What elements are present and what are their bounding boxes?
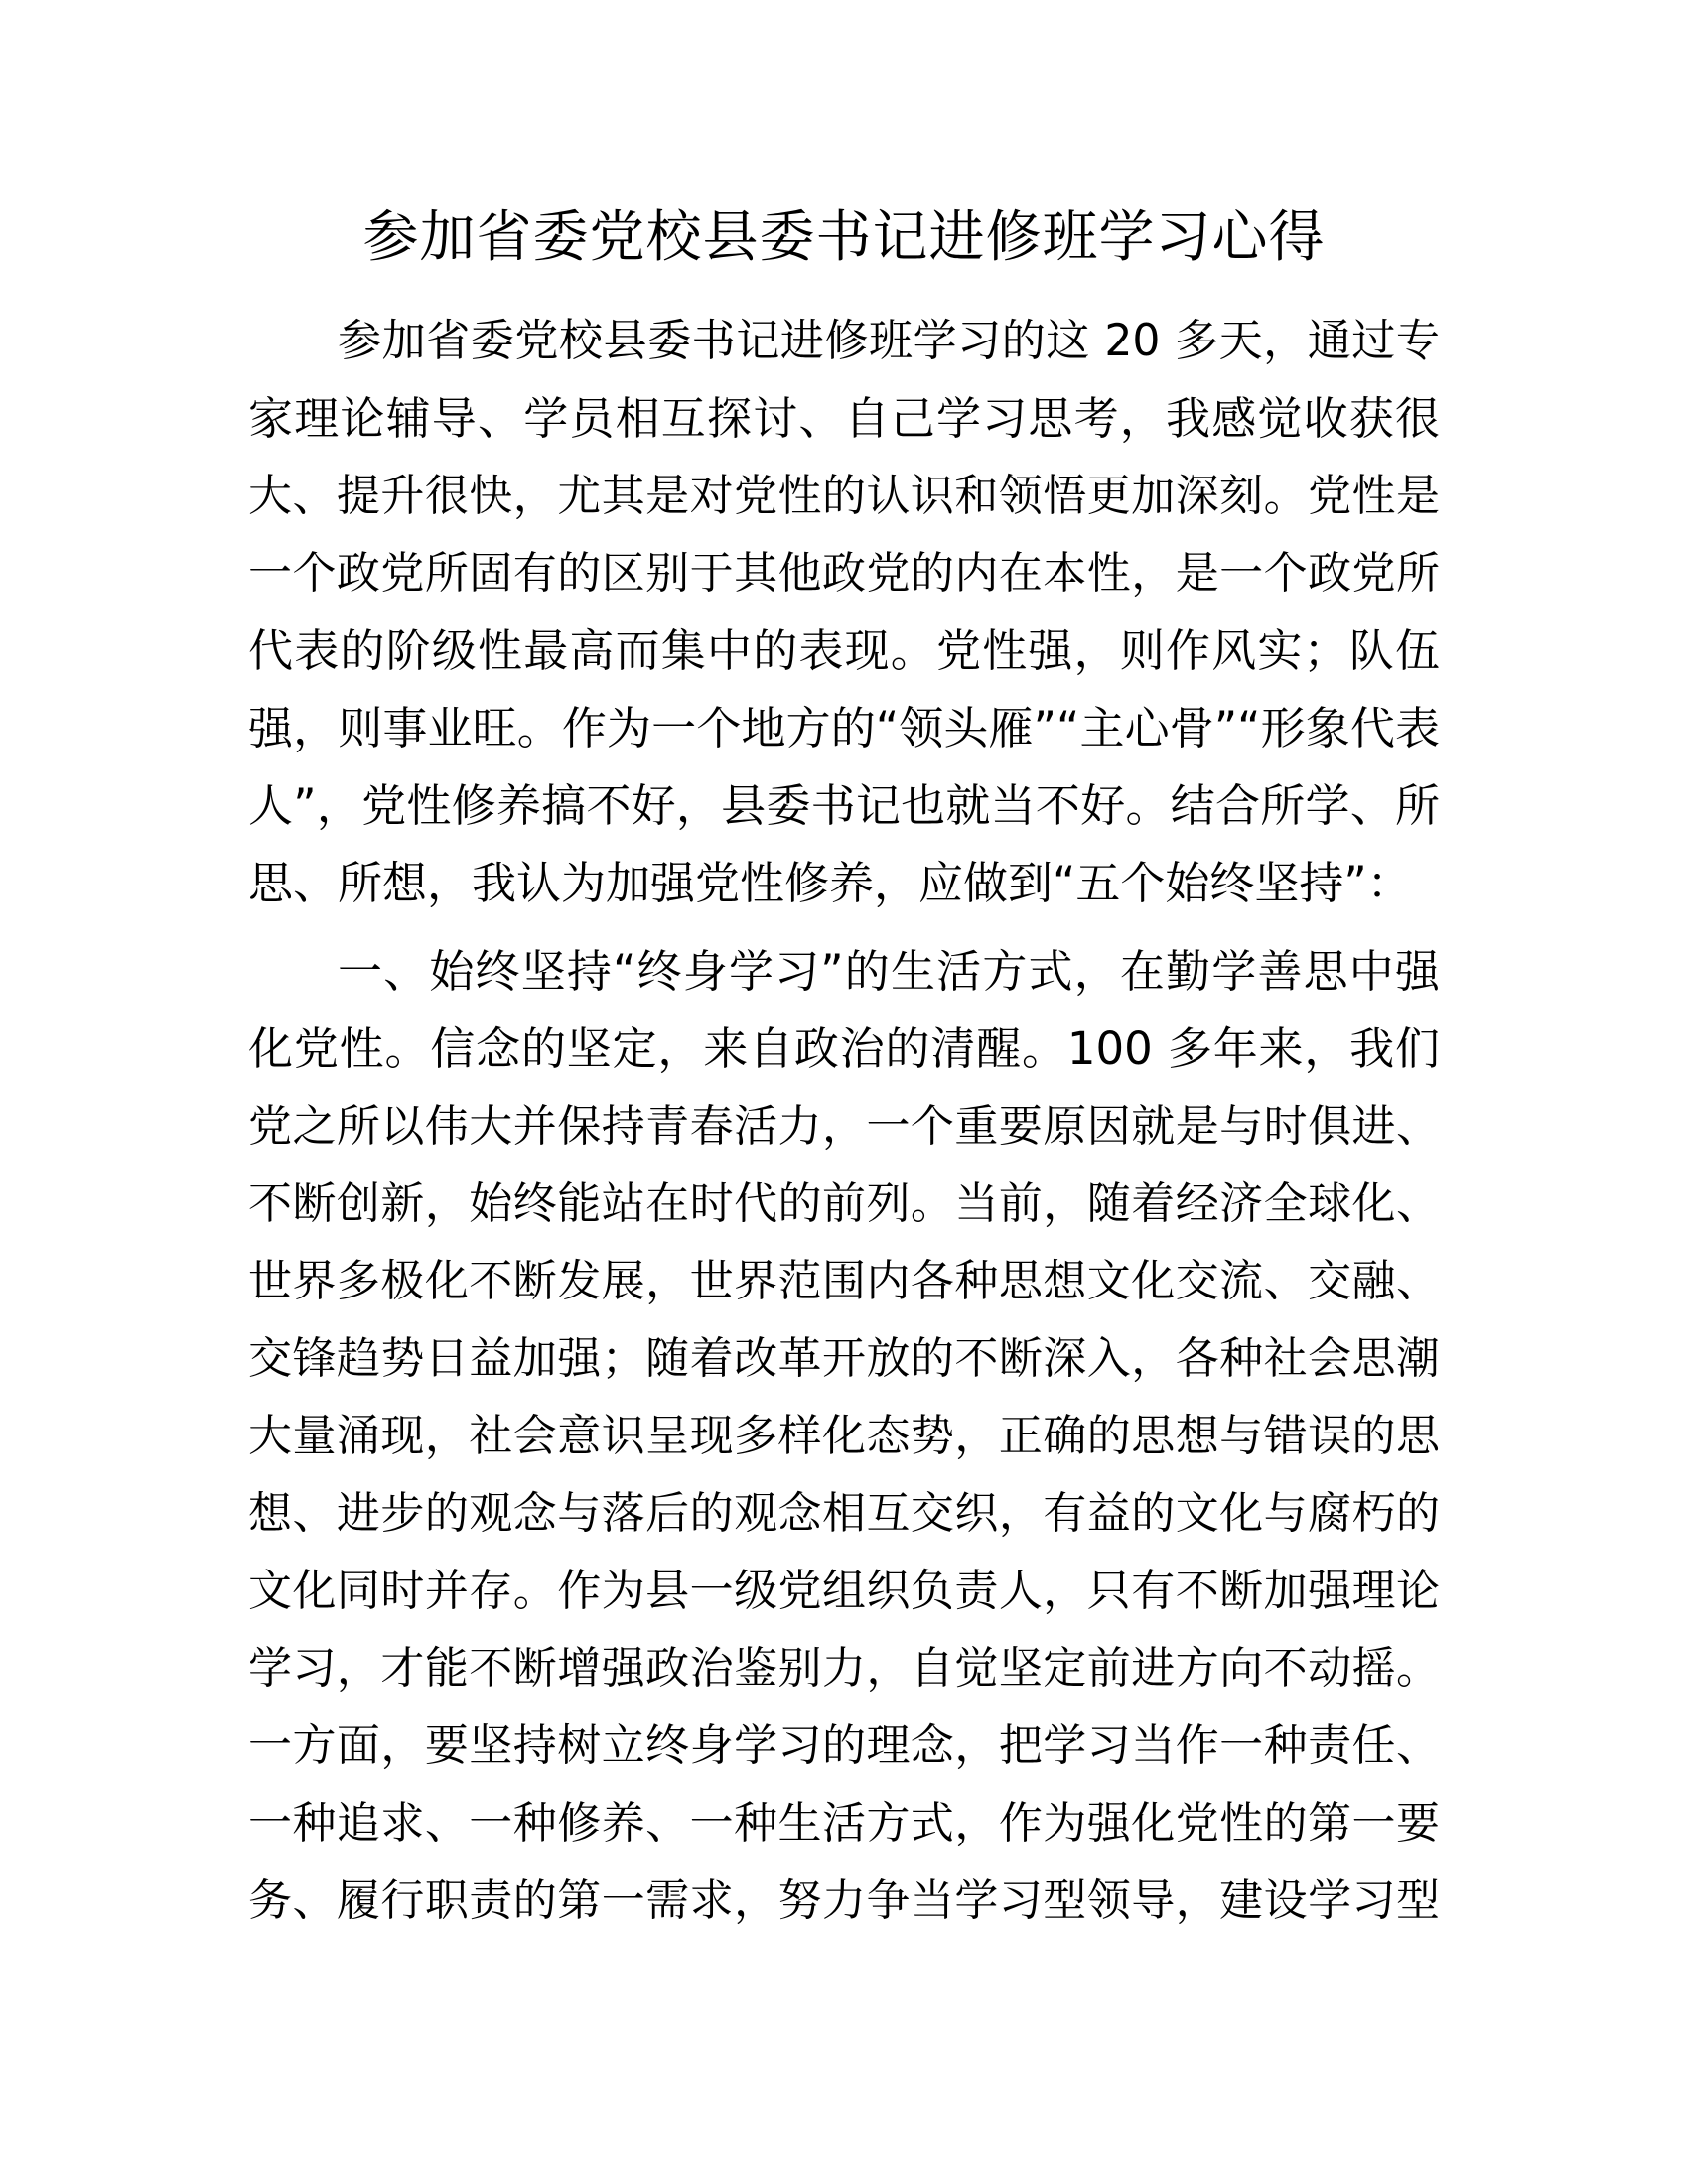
section-heading-line: 一、始终坚持“终身学习”的生活方式，在勤学善思中强: [338, 945, 1440, 998]
paragraph-line: 代表的阶级性最高而集中的表现。党性强，则作风实；队伍: [248, 624, 1440, 677]
paragraph-line: 学习，才能不断增强政治鉴别力，自觉坚定前进方向不动摇。: [248, 1643, 1440, 1694]
paragraph-line: 化党性。信念的坚定，来自政治的清醒。100 多年来，我们: [248, 1023, 1440, 1075]
paragraph-line: 大量涌现，社会意识呈现多样化态势，正确的思想与错误的思: [248, 1411, 1440, 1461]
paragraph-line: 参加省委党校县委书记进修班学习的这 20 多天，通过专: [338, 316, 1440, 366]
paragraph-line: 想、进步的观念与落后的观念相互交织，有益的文化与腐朽的: [248, 1488, 1440, 1539]
paragraph-line: 交锋趋势日益加强；随着改革开放的不断深入，各种社会思潮: [248, 1333, 1440, 1384]
paragraph-line: 大、提升很快，尤其是对党性的认识和领悟更加深刻。党性是: [248, 471, 1440, 521]
paragraph-line: 思、所想，我认为加强党性修养，应做到“五个始终坚持”：: [248, 857, 1412, 909]
intro-paragraph: [248, 303, 1440, 922]
paragraph-line: 人”，党性修养搞不好，县委书记也就当不好。结合所学、所: [248, 779, 1440, 832]
paragraph-line: 党之所以伟大并保持青春活力，一个重要原因就是与时俱进、: [248, 1101, 1440, 1152]
document-title: 参加省委党校县委书记进修班学习心得: [362, 205, 1326, 270]
paragraph-line: 文化同时并存。作为县一级党组织负责人，只有不断加强理论: [248, 1566, 1440, 1616]
paragraph-line: 一种追求、一种修养、一种生活方式，作为强化党性的第一要: [248, 1798, 1440, 1848]
paragraph-line: 一方面，要坚持树立终身学习的理念，把学习当作一种责任、: [248, 1720, 1440, 1771]
paragraph-line: 世界多极化不断发展，世界范围内各种思想文化交流、交融、: [248, 1256, 1440, 1306]
paragraph-line: 一个政党所固有的区别于其他政党的内在本性，是一个政党所: [248, 548, 1440, 599]
paragraph-line: 务、履行职责的第一需求，努力争当学习型领导，建设学习型: [248, 1875, 1440, 1926]
paragraph-line: 家理论辅导、学员相互探讨、自己学习思考，我感觉收获很: [248, 392, 1440, 445]
paragraph-line: 不断创新，始终能站在时代的前列。当前，随着经济全球化、: [248, 1178, 1440, 1229]
section-one-paragraph: [248, 933, 1440, 1940]
paragraph-line: 强，则事业旺。作为一个地方的“领头雁”“主心骨”“形象代表: [248, 702, 1440, 754]
